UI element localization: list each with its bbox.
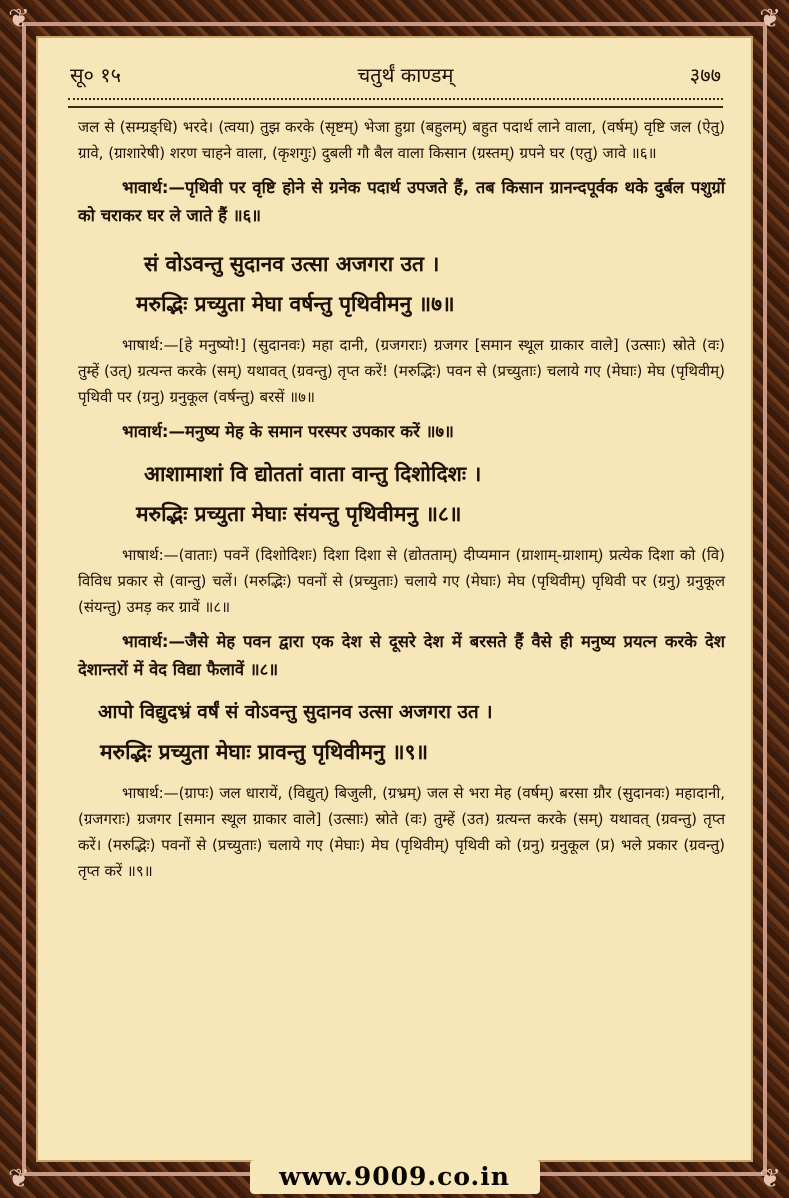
translation-paragraph: भाषार्थ:—(वाताः) पवनें (दिशोदिशः) दिशा दिशा से (द्योतताम्) दीप्यमान (ग्राशाम्-ग्राशाम्) प्रत्येक दिशा को (वि) विविध प्रकार से (वान्तु) चलें। (मरुद्भिः) पवनों से (प्रच्युताः) चलाये गए (मेघाः) मेघ (पृथिवीम्) पृथिवी पर (ग्रनु) ग्रनुकूल (संयन्तु) उमड़ कर ग्रावें ॥८॥ (78, 546, 725, 616)
mantra-line: मरुद्भिः प्रच्युता मेघाः प्रावन्तु पृथिवीमनु ॥९॥ (100, 739, 429, 764)
sukta-label: सू० १५ (70, 62, 122, 87)
mantra-line: मरुद्भिः प्रच्युता मेघाः संयन्तु पृथिवीमनु ॥८॥ (136, 501, 462, 526)
mantra-line: आशामाशां वि द्योततां वाता वान्तु दिशोदिशः । (144, 461, 482, 486)
summary-paragraph: भावार्थ:—पृथिवी पर वृष्टि होने से ग्रनेक पदार्थ उपजते हैं, तब किसान ग्रानन्दपूर्वक थके दुर्बल पशुग्रों को चराकर घर ले जाते हैं ॥६॥ (78, 178, 725, 225)
corner-ornament-icon: ❦ (759, 1164, 781, 1194)
summary-paragraph: भावार्थ:—जैसे मेह पवन द्वारा एक देश से दूसरे देश में बरसते हैं वैसे ही मनुष्य प्रयत्न करके देश देशान्तरों में वेद विद्या फैलावें ॥८॥ (78, 632, 725, 679)
page-content (78, 114, 725, 884)
scripture-page (36, 36, 753, 1162)
summary-paragraph: भावार्थ:—मनुष्य मेह के समान परस्पर उपकार करें ॥७॥ (122, 422, 454, 441)
corner-ornament-icon: ❦ (8, 4, 30, 34)
corner-ornament-icon: ❦ (8, 1164, 30, 1194)
mantra-line: सं वोऽवन्तु सुदानव उत्सा अजगरा उत । (144, 251, 440, 276)
mantra-line: आपो विद्युदभ्रं वर्षं सं वोऽवन्तु सुदानव उत्सा अजगरा उत । (98, 701, 493, 723)
translation-paragraph: जल से (सम्ग्रङ्धि) भरदे। (त्वया) तुझ करके (सृष्टम्) भेजा हुग्रा (बहुलम्) बहुत पदार्थ लाने वाला, (वर्षम्) वृष्टि जल (ऐतु) ग्रावे, (ग्राशारेषी) शरण चाहने वाला, (कृशगुः) दुबली गौ बैल वाला किसान (ग्रस्तम्) ग्रपने घर (एतु) जावे ॥६॥ (78, 118, 725, 162)
translation-paragraph: भाषार्थ:—(ग्रापः) जल धारायें, (विद्युत्) बिजुली, (ग्रभ्रम्) जल से भरा मेह (वर्षम्) बरसा ग्रौर (सुदानवः) महादानी, (ग्रजगराः) ग्रजगर [समान स्थूल ग्राकार वाले] (उत्साः) स्रोते (वः) तुम्हें (उत) ग्रत्यन्त करके (सम्) यथावत् (ग्रवन्तु) तृप्त करें। (मरुद्भिः) पवनों से (प्रच्युताः) चलाये गए (मेघाः) मेघ (पृथिवीम्) पृथिवी को (ग्रनु) ग्रनुकूल (प्र) भले प्रकार (ग्रवन्तु) तृप्त करें ॥९॥ (78, 784, 725, 880)
website-url: www.9009.co.in (279, 1162, 510, 1191)
translation-paragraph: भाषार्थ:—[हे मनुष्यो!] (सुदानवः) महा दानी, (ग्रजगराः) ग्रजगर [समान स्थूल ग्राकार वाले] (उत्साः) स्रोते (वः) तुम्हें (उत्) ग्रत्यन्त करके (सम्) यथावत् (ग्रवन्तु) तृप्त करें! (मरुद्भिः) पवन से (प्रच्युताः) चलाये गए (मेघाः) मेघ (पृथिवीम्) पृथिवी पर (ग्रनु) ग्रनुकूल (वर्षन्तु) बरसें ॥७॥ (78, 336, 725, 406)
page-title: चतुर्थं काण्डम् (357, 62, 454, 87)
page-number: ३७७ (689, 62, 721, 87)
page-header (70, 58, 721, 90)
corner-ornament-icon: ❦ (759, 4, 781, 34)
mantra-line: मरुद्भिः प्रच्युता मेघा वर्षन्तु पृथिवीमनु ॥७॥ (136, 291, 455, 316)
header-rule (68, 98, 723, 108)
